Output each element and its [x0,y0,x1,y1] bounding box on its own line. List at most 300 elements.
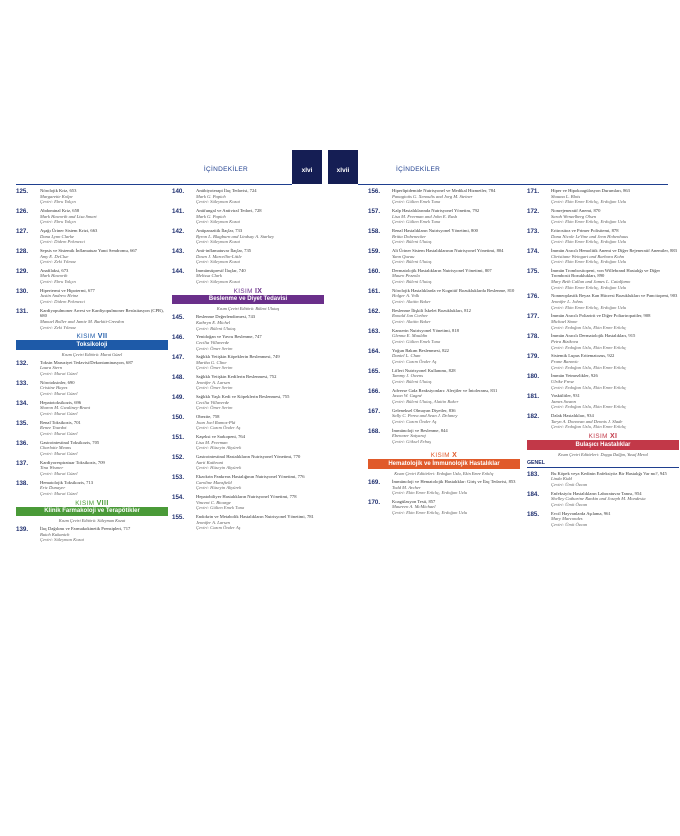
chapter-title: Vaskülitler, 931 [551,393,580,399]
chapter-title: Beslenme İlişkili İskelet Bozuklukları, 812 [392,307,471,313]
chapter-number: 148. [172,374,185,382]
chapter-translator: Çeviri: Bülent Ulutaş, Alattin Baker [392,398,459,404]
toc-entry[interactable] [527,313,679,330]
chapter-translator: Çeviri: Gülten Emek Tuna [392,199,441,205]
chapter-author: Kathryn E. Michel [196,319,231,325]
chapter-author: Cristine Hayes [40,385,68,391]
chapter-number: 166. [368,387,381,395]
chapter-number: 156. [368,188,381,195]
chapter-title: Yoğun Bakım Beslenmesi, 822 [392,347,449,353]
chapter-translator: Çeviri: Gülten Emek Tuna [392,338,441,344]
toc-entry[interactable] [16,268,168,285]
chapter-number: 160. [368,267,381,275]
chapter-translator: Çeviri: Cazım Önder Aş [392,418,437,424]
toc-entry[interactable] [527,293,679,310]
toc-entry[interactable] [527,268,679,290]
chapter-author: Aarti Kathrani [196,459,224,465]
chapter-title: Gastrointestinal Hastalıkların Nutrisyonel Yönetimi, 770 [196,454,301,460]
toc-entry[interactable] [172,494,324,511]
chapter-title: Sağlıklı Yaşlı Kedi ve Köpeklerin Beslenmesi, 755 [196,394,290,400]
chapter-translator: Çeviri: Ekin Emre Erkılıç, Erdoğan Uzlu [392,510,468,516]
toc-entry[interactable] [527,373,679,390]
chapter-number: 151. [172,434,185,442]
chapter-title: Anti-inflamatuvar İlaçlar, 735 [196,247,252,253]
chapter-translator: Çeviri: Göksel Erbaş [392,438,432,444]
chapter-number: 184. [527,490,540,498]
chapter-translator: Çeviri: Süleyman Kozat [196,239,240,245]
chapter-title: İmmün Trombositopeni, von Willebrand Hastalığı ve Diğer Trombosit Bozuklukları, 890 [551,267,661,279]
chapter-author: Charlotte Means [40,445,72,451]
toc-entry[interactable] [16,208,168,225]
chapter-translator: Çeviri: Murat Güzel [40,391,78,397]
chapter-author: Ebenezer Satyaraj [392,433,426,439]
chapter-author: Eric Dunayer [40,485,66,491]
toc-entry[interactable] [368,268,520,285]
chapter-title: Sepsis ve Sistemik İnflamatuar Yanıt Sendromu, 667 [40,247,137,253]
chapter-title: Endokrin ve Metabolik Hastalıkların Nutrisyonel Yönetimi, 781 [196,514,314,520]
chapter-title: Renal Hastalıkların Nutrisyonel Yönetimi, 800 [392,227,478,233]
chapter-translator: Çeviri: Süleyman Kozat [196,279,240,285]
chapter-author: Shauna L. Blois [551,193,581,199]
chapter-number: 169. [368,478,381,486]
part-editor: Kısım Çeviri Editörü: Süleyman Kozat [58,518,126,524]
chapter-title: Kanserin Nutrisyonel Yönetimi, 818 [392,327,459,333]
chapter-author: Mark Haworth [40,273,68,279]
chapter-translator: Çeviri: Cazım Önder Aş [392,358,437,364]
toc-entry[interactable] [16,188,168,205]
chapter-translator: Çeviri: Erdoğan Uzlu, Ekin Emre Erkılıç [551,424,627,430]
part-header: KISIM X Hematolojik ve İmmunolojik Hastalıklar Kısım Çeviri Editörleri: Erdoğan Uzlu, Ekin Emre Erkılıç [368,452,520,476]
toc-entry[interactable] [16,308,168,330]
chapter-number: 163. [368,327,381,335]
toc-entry[interactable] [172,514,324,531]
chapter-number: 183. [527,470,540,478]
chapter-author: Frane Banovic [551,358,579,364]
chapter-translator: Çeviri: Ekin Emre Erkılıç, Erdoğan Uzlu [551,239,627,245]
chapter-translator: Çeviri: Ekin Emre Erkılıç, Erdoğan Uzlu [551,259,627,265]
toc-entry[interactable] [172,414,324,431]
chapter-number: 172. [527,207,540,215]
chapter-number: 128. [16,247,29,255]
chapter-author: Holger A. Volk [392,293,420,299]
toc-entry[interactable] [527,393,679,410]
chapter-author: Christiane Weingart and Barbara Kohn [551,253,625,259]
chapter-title: Bu Köpek veya Kedinin Enfeksiyöz Bir Hastalığı Var mı?, 945 [551,470,667,476]
part-header: KISIM IX Beslenme ve Diyet Tedavisi Kısım Çeviri Editörü: Bülent Ulutaş [172,288,324,312]
chapter-title: Kaşeksi ve Sarkopeni, 764 [196,434,245,440]
chapter-title: Geleneksel Olmayan Diyetler, 836 [392,407,456,413]
chapter-number: 171. [527,188,540,195]
toc-entry[interactable] [172,434,324,451]
chapter-number: 154. [172,494,185,502]
toc-entry[interactable] [172,474,324,491]
chapter-number: 152. [172,454,185,462]
left-page-title: İÇİNDEKİLER [203,166,248,173]
toc-entry[interactable] [527,248,679,265]
toc-entry[interactable] [172,334,324,351]
chapter-translator: Çeviri: Süleyman Kozat [196,199,240,205]
chapter-translator: Çeviri: Ekin Emre Erkılıç, Erdoğan Uzlu [551,284,627,290]
toc-entry[interactable] [368,499,520,516]
chapter-author: Sharon M. Gwaltney-Brant [40,405,90,411]
chapter-title: Nonrejeneratif Anemi, 870 [551,207,601,213]
part-header: KISIM VIII Klinik Farmakoloji ve Terapötikler Kısım Çeviri Editörü: Süleyman Kozat [16,500,168,524]
chapter-title: İmmün Aracılı Poliartrit ve Diğer Poliartropatiler, 908 [551,313,651,319]
chapter-number: 141. [172,207,185,215]
chapter-translator: Çeviri: Ekin Emre Erkılıç, Erdoğan Uzlu [551,199,627,205]
toc-entry[interactable] [172,354,324,371]
toc-entry[interactable] [527,333,679,350]
chapter-number: 162. [368,307,381,315]
chapter-translator: Çeviri: Bülent Ulutaş [392,239,432,245]
chapter-number: 181. [527,393,540,401]
chapter-translator: Çeviri: Ömer Serim [196,365,233,371]
chapter-title: İmmün Aracılı Dermatolojik Hastalıkları, 915 [551,333,636,339]
chapter-title: Antifungal ve Antiviral Tedavi, 728 [196,207,262,213]
chapter-title: Anafilaksi, 673 [40,267,69,273]
chapter-translator: Çeviri: Murat Güzel [40,430,78,436]
chapter-author: Laura Stern [40,365,63,371]
part-title-bar: Beslenme ve Diyet Tedavisi [172,295,324,305]
toc-entry[interactable] [368,428,520,445]
chapter-translator: Çeviri: Bülent Ulutaş [196,325,236,331]
chapter-translator: Çeviri: Erdoğan Uzlu, Ekin Emre Erkılıç [551,364,627,370]
chapter-number: 134. [16,399,29,407]
chapter-number: 176. [527,293,540,301]
chapter-number: 167. [368,407,381,415]
chapter-translator: Çeviri: Ebru Yalçın [40,279,76,285]
toc-entry[interactable] [172,454,324,471]
chapter-number: 135. [16,419,29,427]
toc-entry[interactable] [172,228,324,245]
toc-entry[interactable] [368,288,520,305]
chapter-number: 139. [16,526,29,534]
chapter-number: 170. [368,498,381,506]
chapter-author: James Swann [551,398,576,404]
chapter-author: Ronald Jan Corbee [392,313,428,319]
chapter-number: 133. [16,379,29,387]
chapter-title: İmmünsüpresif İlaçlar, 740 [196,267,246,273]
chapter-title: Toksin Maruziyet Tedavisi/Dekontaminasyon, 687 [40,359,133,365]
chapter-number: 165. [368,367,381,375]
chapter-author: Sarah Wenzelberg Olsen [551,213,597,219]
toc-entry[interactable] [368,348,520,365]
chapter-number: 144. [172,267,185,275]
toc-entry[interactable] [368,328,520,345]
chapter-author: Dawn J. Marcellin-Little [196,253,242,259]
chapter-author: Amy E. DeClue [40,253,69,259]
part-editor: Kısım Çeviri Editörleri: Duygu Dalğın, Yusuf Meral [558,451,648,457]
chapter-author: Dana Lynn Clarke [40,233,75,239]
part-editor: Kısım Çeviri Editörü: Bülent Ulutaş [216,306,280,312]
toc-entry[interactable] [16,228,168,245]
chapter-title: Antiparazitik İlaçlar, 733 [196,227,243,233]
chapter-author: Michael Stone [551,319,578,324]
chapter-title: İmmünoloji ve Hematolojik Hastalıklar: Giriş ve İlaç Tedavisi, 853 [392,478,516,484]
chapter-translator: Çeviri: Süleyman Kozat [40,537,84,543]
chapter-number: 127. [16,227,29,235]
toc-entry[interactable] [368,308,520,325]
part-editor: Kısım Çeviri Editörleri: Erdoğan Uzlu, Ekin Emre Erkılıç [394,470,494,476]
right-page-title: İÇİNDEKİLER [396,166,441,173]
right-page-number: xlvii [328,150,358,184]
chapter-number: 173. [527,227,540,235]
toc-entry[interactable] [172,374,324,391]
chapter-translator: Çeviri: Ümit Özcan [551,501,588,507]
chapter-title: Beslenme Değerlendirmesi, 743 [196,314,256,320]
chapter-author: Daniel L. Chan [392,353,421,359]
chapter-author: Cecilia Villaverde [196,339,230,345]
toc-entry[interactable] [16,420,168,437]
toc-entry[interactable] [172,314,324,331]
chapter-translator: Çeviri: Ömer Serim [196,385,233,391]
chapter-translator: Çeviri: Cazım Önder Aş [196,525,241,531]
chapter-number: 185. [527,510,540,518]
toc-entry[interactable] [527,491,679,508]
toc-entry[interactable] [527,413,679,430]
chapter-translator: Çeviri: Ekin Emre Erkılıç, Erdoğan Uzlu [392,490,468,496]
chapter-author: Mary Beth Callan and James L. Catalfamo [551,279,631,285]
chapter-author: Maureen A. McMichael [392,504,436,510]
chapter-title: Koagülasyon Testi, 857 [392,498,436,504]
chapter-author: Jason W. Gagné [392,393,422,399]
chapter-number: 130. [16,287,29,295]
toc-entry[interactable] [527,511,679,528]
chapter-translator: Çeviri: Süleyman Kozat [196,219,240,225]
chapter-title: Nörolojik Kriz, 653 [40,188,77,193]
chapter-number: 131. [16,307,29,315]
chapter-author: Butch Kukanich [40,531,70,537]
toc-entry[interactable] [172,268,324,285]
chapter-number: 147. [172,354,185,362]
chapter-number: 138. [16,479,29,487]
chapter-author: Ulrike Frese [551,378,575,384]
toc-entry[interactable] [16,526,168,543]
chapter-author: Mark G. Papich [196,213,226,219]
toc-entry[interactable] [368,388,520,405]
chapter-title: Obezite, 758 [196,414,220,420]
chapter-number: 159. [368,247,381,255]
left-page-number: xlvi [292,150,322,184]
chapter-translator: Çeviri: Murat Güzel [40,470,78,476]
toc-entry[interactable] [172,188,324,205]
chapter-translator: Çeviri: Cazım Önder Aş [196,425,241,431]
toc-entry[interactable] [527,471,679,488]
chapter-title: Renal Toksikozis, 701 [40,419,81,425]
chapter-title: Sistemik Lupus Eritematozus, 922 [551,353,615,359]
chapter-title: Nörolojik Hastalıklarda ve Kognitif Bozukluklarda Beslenme, 810 [392,287,515,293]
chapter-number: 140. [172,188,185,195]
chapter-number: 136. [16,439,29,447]
chapter-number: 180. [527,373,540,381]
chapter-author: Vincent C. Biourge [196,499,231,505]
header-left [0,150,300,184]
chapter-author: Lisa M. Freeman [196,439,228,445]
chapter-title: Nörotoksinler, 690 [40,379,75,385]
chapter-translator: Çeviri: Murat Güzel [40,450,78,456]
toc-entry[interactable] [527,208,679,225]
chapter-translator: Çeviri: Ömer Serim [196,345,233,351]
toc-column-1 [16,188,168,546]
chapter-translator: Çeviri: Ebru Yalçın [40,219,76,225]
chapter-translator: Çeviri: Hüseyin Akyürek [196,485,242,491]
chapter-number: 175. [527,267,540,275]
chapter-title: Evcil Hayvanlarda Aşılama, 961 [551,510,611,516]
toc-entry[interactable] [368,188,520,205]
chapter-author: Caroline Mansfield [196,479,232,485]
part-editor: Kısım Çeviri Editörü: Murat Güzel [61,351,123,357]
chapter-translator: Çeviri: Didem Pekmezci [40,299,85,305]
chapter-number: 129. [16,267,29,275]
toc-entry[interactable] [527,188,679,205]
chapter-number: 145. [172,314,185,322]
chapter-number: 153. [172,474,185,482]
chapter-translator: Çeviri: Bülent Ulutaş [392,279,432,285]
chapter-number: 143. [172,247,185,255]
chapter-title: Sağlıklı Yetişkin Köpeklerin Beslenmesi, 749 [196,354,280,360]
chapter-number: 164. [368,347,381,355]
chapter-translator: Çeviri: Bülent Ulutaş [392,378,432,384]
chapter-author: Taryn A. Donovan and Dennis J. Slade [551,418,623,424]
toc-entry[interactable] [527,228,679,245]
chapter-author: Jennifer L. Johns [551,299,583,305]
chapter-title: Dalak Hastalıkları, 934 [551,413,594,419]
toc-entry[interactable] [16,400,168,417]
chapter-number: 168. [368,427,381,435]
toc-entry[interactable] [527,353,679,370]
chapter-translator: Çeviri: Didem Pekmezci [40,239,85,245]
chapter-author: Linda Kidd [551,476,572,482]
chapter-title: Gastrointestinal Toksikozis, 705 [40,439,100,445]
chapter-author: Petra Bizikova [551,338,579,344]
chapter-translator: Çeviri: Hüseyin Akyürek [196,445,242,451]
chapter-number: 161. [368,287,381,295]
chapter-number: 126. [16,207,29,215]
chapter-author: Mark G. Papich [196,193,226,199]
toc-entry[interactable] [172,394,324,411]
chapter-title: Hepatobiliyer Hastalıkların Nutrisyonel Yönetimi, 778 [196,494,297,500]
chapter-author: Sally C. Perea and Sean J. Delaney [392,413,458,419]
part-title-bar: Bulaşıcı Hastalıklar [527,440,679,450]
chapter-title: Aşağı Üriner Sistem Krizi, 663 [40,227,98,233]
chapter-author: Martha G. Cline [196,359,227,365]
chapter-author: Jennifer A. Larsen [196,519,230,525]
part-header: KISIM VII Toksikoloji Kısım Çeviri Editörü: Murat Güzel [16,333,168,357]
chapter-title: İmmün Aracılı Hemolitik Anemi ve Diğer Rejeneratif Anemiler, 883 [551,247,677,253]
chapter-title: Kardiyorespiratuar Toksikozis, 709 [40,459,105,465]
section-subheading: GENEL [527,460,679,468]
toc-entry[interactable] [16,248,168,265]
chapter-translator: Çeviri: Hüseyin Akyürek [196,465,242,471]
part-header: KISIM XI Bulaşıcı Hastalıklar Kısım Çeviri Editörleri: Duygu Dalğın, Yusuf Meral [527,433,679,457]
toc-entry[interactable] [368,479,520,496]
chapter-translator: Çeviri: Erdoğan Uzlu, Ekin Emre Erkılıç [551,404,627,410]
part-title-bar: Klinik Farmakoloji ve Terapötikler [16,507,168,517]
chapter-translator: Çeviri: Ömer Serim [196,405,233,411]
chapter-title: Kalp Hastalıklarında Nutrisyonel Yönetim, 792 [392,207,480,213]
chapter-author: Lisa M. Freeman and John E. Rush [392,213,458,219]
chapter-number: 157. [368,207,381,215]
chapter-translator: Çeviri: Erdoğan Uzlu, Ekin Emre Erkılıç [551,324,627,330]
chapter-number: 142. [172,227,185,235]
chapter-translator: Çeviri: Ekin Emre Erkılıç, Erdoğan Uzlu [551,304,627,310]
chapter-title: Sağlıklı Yetişkin Kedilerin Beslenmesi, 752 [196,374,277,380]
chapter-number: 155. [172,514,185,522]
chapter-translator: Çeviri: Murat Güzel [40,411,78,416]
chapter-translator: Çeviri: Ebru Yalçın [40,199,76,205]
chapter-author: Melissa Clark [196,273,222,279]
chapter-translator: Çeviri: Alattin Baker [392,299,431,305]
toc-entry[interactable] [172,208,324,225]
chapter-number: 174. [527,247,540,255]
toc-entry[interactable] [16,480,168,497]
toc-entry[interactable] [368,228,520,245]
chapter-translator: Çeviri: Ümit Özcan [551,521,588,527]
toc-entry[interactable] [16,288,168,305]
chapter-translator: Çeviri: Gülten Emek Tuna [392,219,441,225]
toc-entry[interactable] [368,408,520,425]
chapter-author: Todd M. Archer [392,484,421,490]
chapter-author: Shelley Catharine Rankin and Joseph M. Mondesia [551,496,646,502]
chapter-title: Lifleri Nutrisyonel Kullanımı, 828 [392,367,456,373]
chapter-author: Tammy J. Owens [392,373,424,379]
chapter-title: Hepatotoksikozis, 696 [40,399,82,405]
toc-entry[interactable] [172,248,324,265]
chapter-number: 149. [172,394,185,402]
toc-entry[interactable] [16,460,168,477]
chapter-translator: Çeviri: Erdoğan Uzlu, Ekin Emre Erkılıç [551,344,627,350]
chapter-title: Hipertermi ve Hipotermi, 677 [40,287,95,293]
chapter-title: Hiper ve Hipokoagülasyon Durumları, 863 [551,188,630,193]
toc-entry[interactable] [16,360,168,377]
header-rule-left [16,184,292,185]
chapter-title: Ekzokrin Pankreas Hastalığının Nutrisyonel Yönetimi, 776 [196,474,305,480]
chapter-author: Justin Andrew Heinz [40,293,79,299]
chapter-translator: Çeviri: Süleyman Kozat [196,259,240,265]
toc-entry[interactable] [368,248,520,265]
toc-entry[interactable] [16,440,168,457]
chapter-title: Antibiyoterapi İlaç Tedavisi, 724 [196,188,257,193]
chapter-number: 182. [527,413,540,421]
chapter-author: Joan Joel Ramos-Plá [196,419,236,425]
chapter-author: Panagiotis G. Xenoulis and Jorg M. Steiner [392,193,473,199]
chapter-translator: Çeviri: Zeki Yılmaz [40,324,76,330]
chapter-title: Alt Üriner Sistem Hastalıklarının Nutrisyonel Yönetimi, 804 [392,247,504,253]
chapter-translator: Çeviri: Murat Güzel [40,490,78,496]
chapter-number: 179. [527,353,540,361]
chapter-title: İmmünoloji ve Beslenme, 844 [392,427,448,433]
chapter-title: Enfeksiyöz Hastalıkların Laboratuvar Tanısı, 954 [551,490,642,496]
toc-entry[interactable] [16,380,168,397]
part-title-bar: Toksikoloji [16,340,168,350]
chapter-number: 146. [172,334,185,342]
chapter-translator: Çeviri: Bülent Ulutaş [392,259,432,265]
chapter-author: Dana Nicole LeVine and Jenn Hohenhaus [551,233,629,239]
chapter-title: Adverse Gıda Reaksiyonları: Alerjiler ve İntoleransı, 831 [392,387,498,393]
chapter-title: İlaç Dağılımı ve Farmakokinetik Prensipleri, 717 [40,526,131,532]
chapter-author: Jennifer A. Larsen [196,379,230,385]
toc-column-2 [172,188,324,534]
chapter-translator: Çeviri: Ekin Emre Erkılıç, Erdoğan Uzlu [551,219,627,225]
toc-entry[interactable] [368,208,520,225]
chapter-translator: Çeviri: Ümit Özcan [551,481,588,487]
chapter-number: 137. [16,459,29,467]
chapter-title: Eritrositoz ve Primer Polisitemi, 878 [551,227,619,233]
chapter-title: Dermatolojik Hastalıkların Nutrisyonel Yönetimi, 807 [392,267,492,273]
chapter-number: 177. [527,313,540,321]
toc-entry[interactable] [368,368,520,385]
chapter-author: Renee Tourdot [40,425,67,431]
